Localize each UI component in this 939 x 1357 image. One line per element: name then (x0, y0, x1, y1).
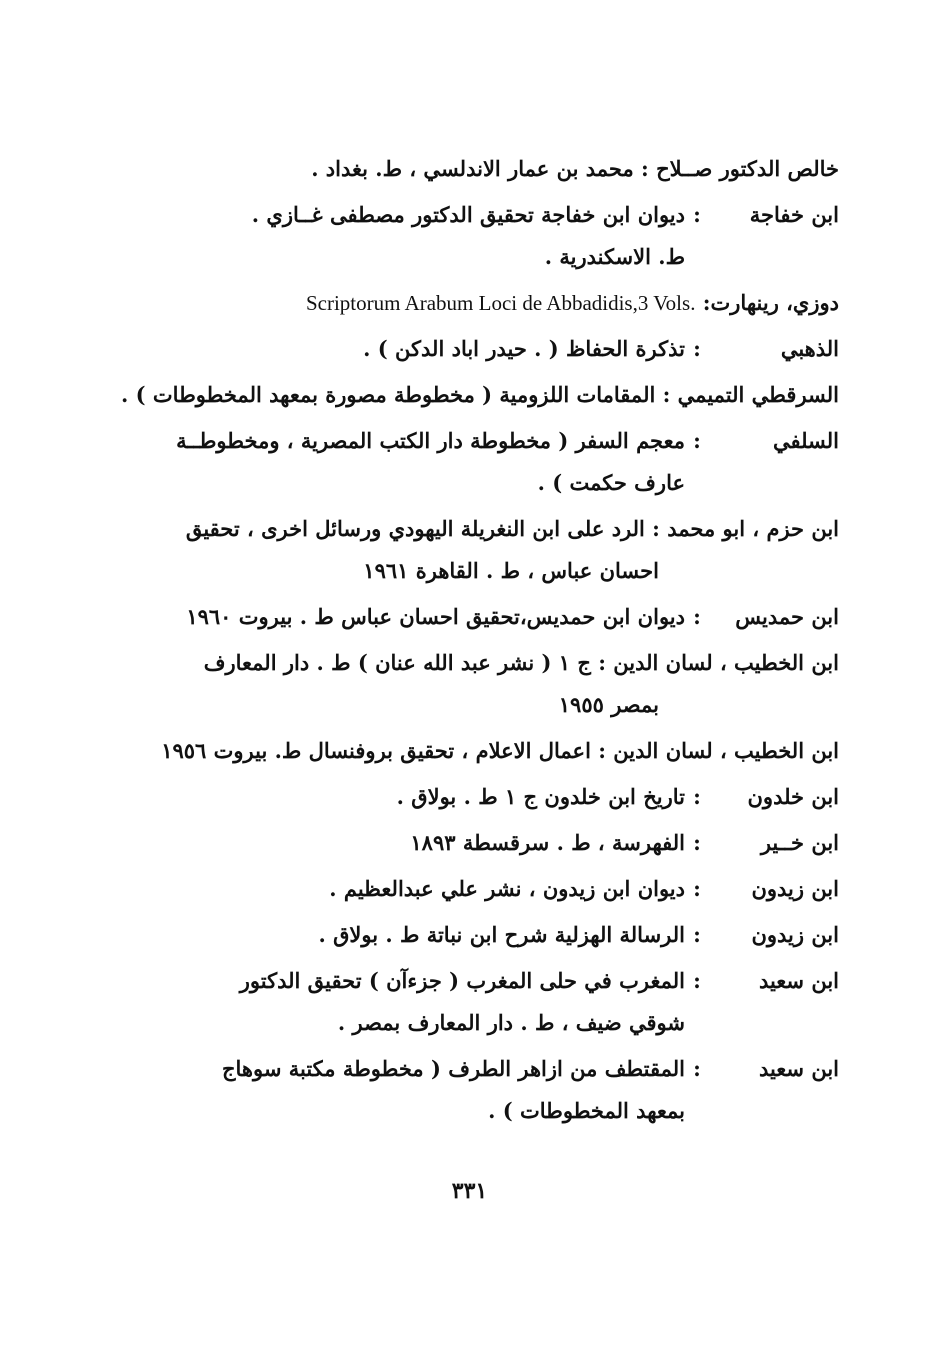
entry-line: الرسالة الهزلية شرح ابن نباتة ط . بولاق . (318, 922, 685, 947)
entry-colon: : (693, 968, 701, 993)
bibliography-entry (179, 148, 839, 190)
entry-colon: : (693, 784, 701, 809)
entry-work (179, 960, 685, 1044)
entry-colon: : (693, 604, 701, 629)
entry-line: ديوان ابن خفاجة تحقيق الدكتور مصطفى غــازي . (251, 202, 685, 227)
entry-line: ابن حزم ، ابو محمد : الرد على ابن النغريلة اليهودي ورسائل اخرى ، تحقيق (185, 516, 839, 541)
entry-colon: : (693, 1056, 701, 1081)
bibliography-entry (179, 194, 839, 278)
entry-line: الفهرسة ، ط . سرقسطة ١٨٩٣ (410, 830, 685, 855)
bibliography-entry (179, 1048, 839, 1132)
entry-author: ابن حمديس (735, 604, 839, 629)
entry-line: تاريخ ابن خلدون ج ١ ط . بولاق . (396, 784, 685, 809)
entry-line: المقتطف من ازاهر الطرف ( مخطوطة مكتبة سوهاج (221, 1056, 685, 1081)
bibliography-entry (179, 868, 839, 910)
entry-line: ديوان ابن زيدون ، نشر علي عبدالعظيم . (329, 876, 685, 901)
entry-colon: : (693, 336, 701, 361)
bibliography-entry (179, 508, 839, 592)
entry-line: ابن الخطيب ، لسان الدين : اعمال الاعلام ، تحقيق بروفنسال ط. بيروت ١٩٥٦ (161, 738, 839, 763)
bibliography-list (121, 148, 839, 1136)
page-number: ٣٣١ (451, 1178, 488, 1204)
entry-colon: : (693, 202, 701, 227)
entry-work (176, 420, 685, 504)
entry-author: ابن خــير (760, 830, 839, 855)
entry-line: خالص الدكتور صــلاح : محمد بن عمار الاندلسي ، ط. بغداد . (311, 156, 839, 181)
entry-line: ابن الخطيب ، لسان الدين : ج ١ ( نشر عبد الله عنان ) ط . دار المعارف (203, 650, 839, 675)
bibliography-entry (179, 642, 839, 726)
entry-author: السلفي (772, 428, 839, 453)
entry-line: ط. الاسكندرية . (544, 244, 685, 269)
entry-work (179, 194, 685, 278)
entry-author: ابن زيدون (751, 922, 839, 947)
entry-line: بمعهد المخطوطات ) . (488, 1098, 685, 1123)
entry-work (179, 868, 685, 910)
bibliography-entry (179, 914, 839, 956)
entry-author: ابن خفاجة (749, 202, 839, 227)
entry-line: السرقطي التميمي : المقامات اللزومية ( مخطوطة مصورة بمعهد المخطوطات ) . (121, 382, 839, 407)
entry-author: ابن زيدون (751, 876, 839, 901)
entry-colon: : (693, 830, 701, 855)
bibliography-entry (179, 282, 839, 324)
entry-colon: : (693, 428, 701, 453)
bibliography-entry (179, 822, 839, 864)
entry-line: احسان عباس ، ط . القاهرة ١٩٦١ (363, 558, 659, 583)
entry-author: الذهبي (780, 336, 839, 361)
entry-latin-title: Scriptorum Arabum Loci de Abbadidis,3 Vols. (305, 291, 696, 315)
entry-line: بمصر ١٩٥٥ (558, 692, 659, 717)
bibliography-entry (179, 776, 839, 818)
bibliography-entry (161, 730, 839, 772)
entry-line: شوقي ضيف ، ط . دار المعارف بمصر . (337, 1010, 685, 1035)
entry-colon: : (693, 876, 701, 901)
entry-line: معجم السفر ( مخطوطة دار الكتب المصرية ، ومخطوطــة (176, 428, 685, 453)
entry-work (179, 1048, 685, 1132)
entry-line: عارف حكمت ) . (537, 470, 685, 495)
entry-author: ابن سعيد (758, 1056, 839, 1081)
entry-work (179, 822, 685, 864)
entry-author: ابن خلدون (747, 784, 839, 809)
bibliography-entry (176, 420, 839, 504)
entry-line: تذكرة الحفاظ ( . حيدر اباد الدكن ) . (363, 336, 685, 361)
entry-work (179, 596, 685, 638)
entry-work (179, 776, 685, 818)
entry-author: ابن سعيد (758, 968, 839, 993)
bibliography-entry (121, 374, 839, 416)
entry-author: دوزي، رينهارت: (702, 290, 839, 315)
bibliography-entry (179, 328, 839, 370)
entry-line: المغرب في حلى المغرب ( جزءآن ) تحقيق الدكتور (239, 968, 685, 993)
entry-colon: : (693, 922, 701, 947)
bibliography-entry (179, 960, 839, 1044)
entry-line (179, 282, 839, 324)
entry-work (179, 914, 685, 956)
bibliography-entry (179, 596, 839, 638)
entry-line: ديوان ابن حمديس،تحقيق احسان عباس ط . بيروت ١٩٦٠ (186, 604, 685, 629)
entry-work (179, 328, 685, 370)
